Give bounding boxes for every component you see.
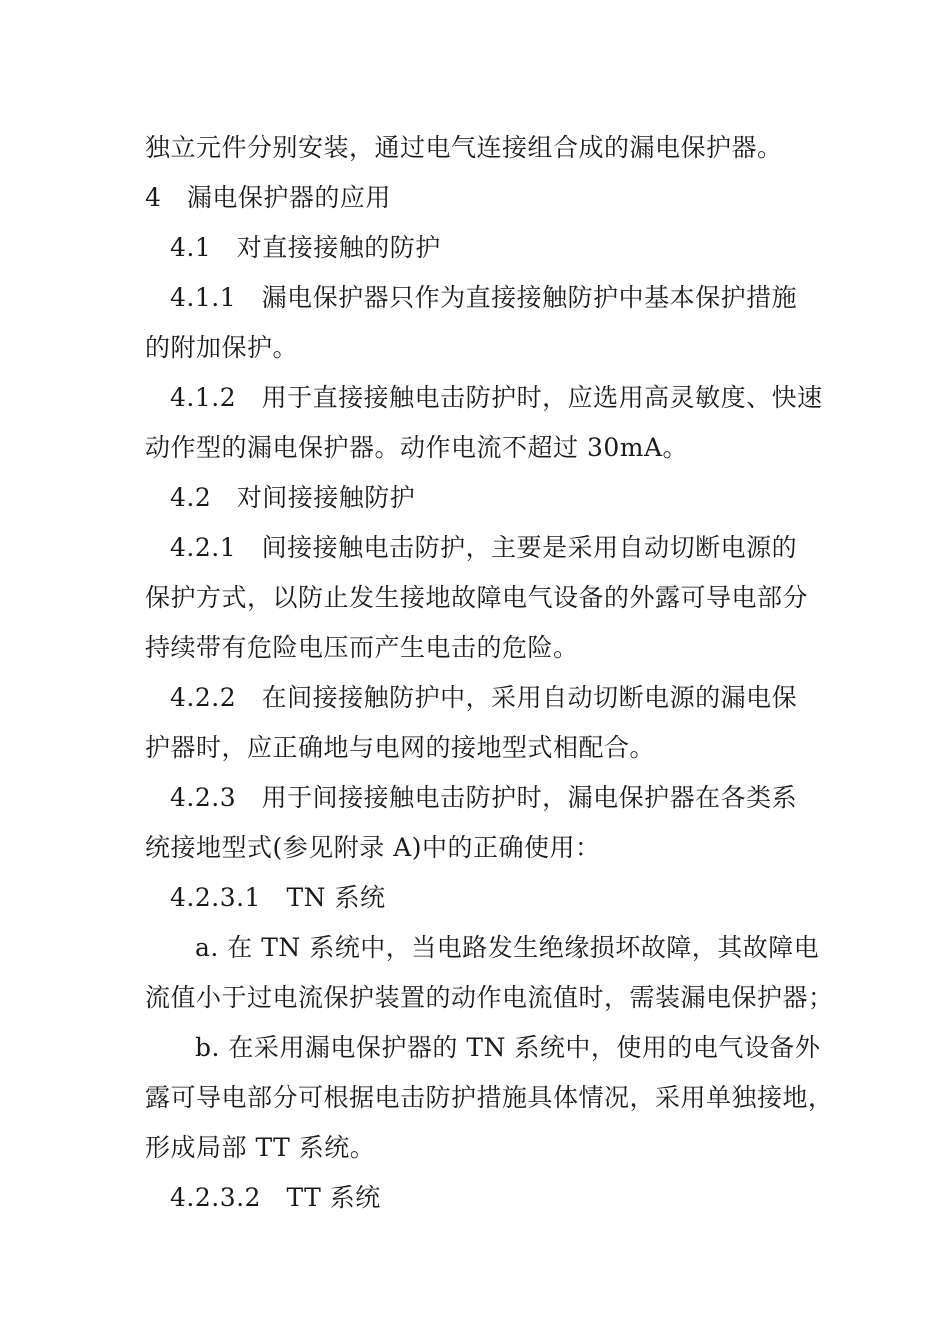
subsection-heading: 4.1 对直接接触的防护 (170, 233, 441, 262)
section-heading: 4 漏电保护器的应用 (145, 183, 391, 212)
text-line: 4.1.1 漏电保护器只作为直接接触防护中基本保护措施 (170, 283, 798, 312)
text-line: 保护方式，以防止发生接地故障电气设备的外露可导电部分 (145, 583, 809, 612)
list-item-b: b. 在采用漏电保护器的 TN 系统中，使用的电气设备外 (195, 1033, 821, 1062)
text-line: 4.1.2 用于直接接触电击防护时，应选用高灵敏度、快速 (170, 383, 823, 412)
text-line: 4.2.1 间接接触电击防护，主要是采用自动切断电源的 (170, 533, 798, 562)
subsection-heading: 4.2 对间接接触防护 (170, 483, 416, 512)
text-line: 的附加保护。 (145, 333, 299, 362)
text-line: 露可导电部分可根据电击防护措施具体情况，采用单独接地， (145, 1083, 834, 1112)
text-line: 4.2.3 用于间接接触电击防护时，漏电保护器在各类系 (170, 783, 798, 812)
text-line: 动作型的漏电保护器。动作电流不超过 30mA。 (145, 433, 689, 462)
text-line: 4.2.2 在间接接触防护中，采用自动切断电源的漏电保 (170, 683, 798, 712)
list-item-a: a. 在 TN 系统中，当电路发生绝缘损坏故障，其故障电 (195, 933, 820, 962)
text-line: 持续带有危险电压而产生电击的危险。 (145, 633, 579, 662)
text-line: 统接地型式(参见附录 A)中的正确使用： (145, 833, 601, 862)
text-line: 形成局部 TT 系统。 (145, 1133, 376, 1162)
text-line: 流值小于过电流保护装置的动作电流值时，需装漏电保护器； (145, 983, 834, 1012)
text-line: 独立元件分别安装，通过电气连接组合成的漏电保护器。 (145, 133, 783, 162)
text-line: 护器时，应正确地与电网的接地型式相配合。 (145, 733, 656, 762)
subsubsection-heading: 4.2.3.1 TN 系统 (170, 883, 386, 912)
subsubsection-heading: 4.2.3.2 TT 系统 (170, 1183, 381, 1212)
